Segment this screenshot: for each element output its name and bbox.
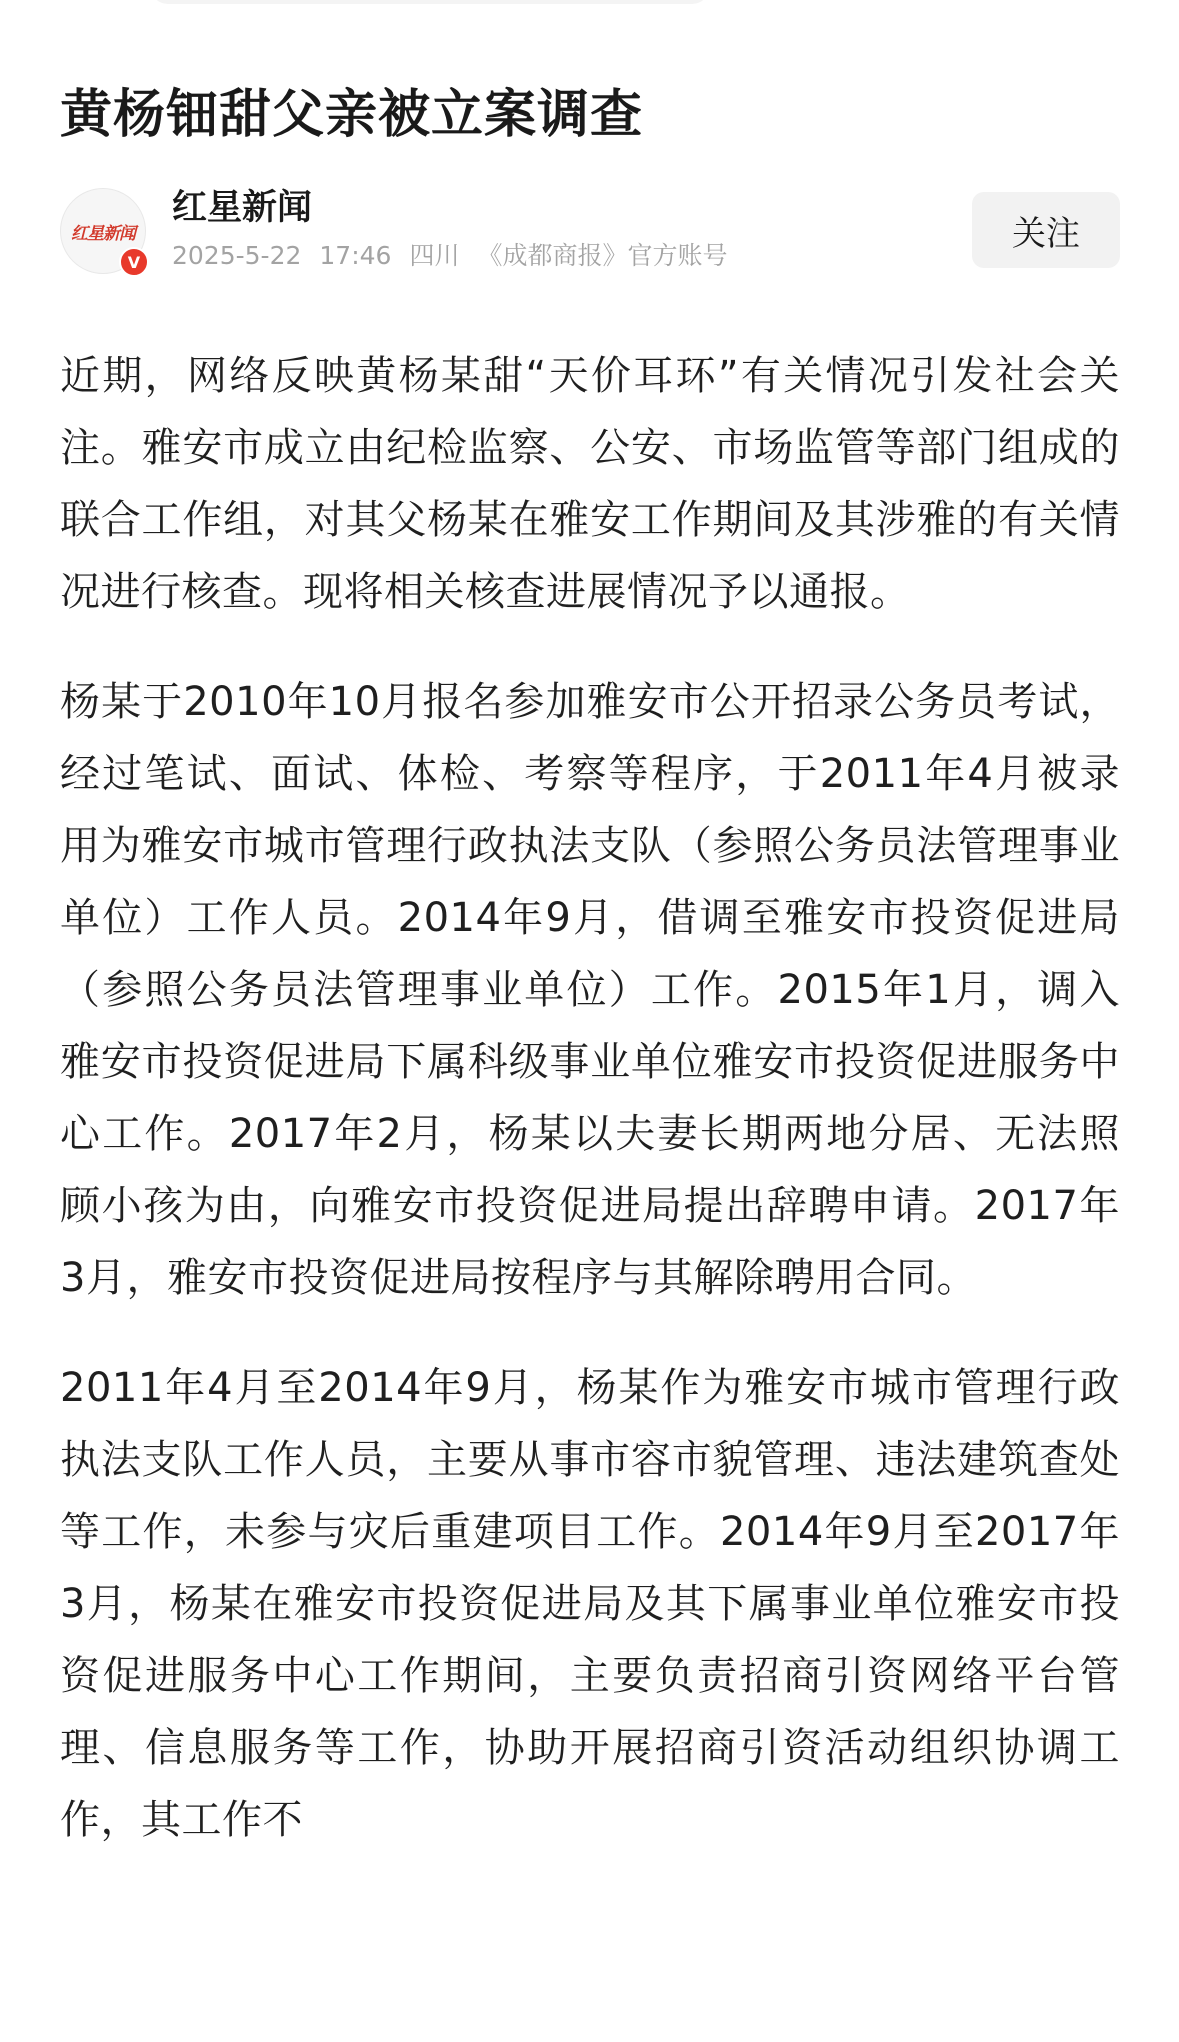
publish-date: 2025-5-22: [172, 241, 302, 270]
follow-button[interactable]: 关注: [972, 192, 1120, 268]
article-meta: [172, 240, 745, 272]
article-title: 黄杨钿甜父亲被立案调查: [60, 85, 644, 145]
publish-location: 四川: [409, 241, 460, 270]
article-paragraph: 杨某于2010年10月报名参加雅安市公开招录公务员考试，经过笔试、面试、体检、考察等程序，于2011年4月被录用为雅安市城市管理行政执法支队（参照公务员法管理事业单位）工作人员。2014年9月，借调至雅安市投资促进局（参照公务员法管理事业单位）工作。2015年1月，调入雅安市投资促进局下属科级事业单位雅安市投资促进服务中心工作。2017年2月，杨某以夫妻长期两地分居、无法照顾小孩为由，向雅安市投资促进局提出辞聘申请。2017年3月，雅安市投资促进局按程序与其解除聘用合同。: [60, 679, 1120, 1301]
avatar[interactable]: [60, 188, 146, 274]
verified-badge-icon: V: [119, 247, 149, 277]
author-name[interactable]: 红星新闻: [172, 188, 313, 228]
avatar-logo: 红星新闻: [71, 223, 135, 244]
author-row: [60, 186, 1120, 286]
publish-time: 17:46: [319, 241, 392, 270]
article-paragraph: 近期，网络反映黄杨某甜“天价耳环”有关情况引发社会关注。雅安市成立由纪检监察、公安、市场监管等部门组成的联合工作组，对其父杨某在雅安工作期间及其涉雅的有关情况进行核查。现将相关核查进展情况予以通报。: [60, 353, 1120, 615]
article-body: [60, 340, 1120, 1894]
top-search-bar-remnant: [150, 0, 710, 4]
article-paragraph: 2011年4月至2014年9月，杨某作为雅安市城市管理行政执法支队工作人员，主要从事市容市貌管理、违法建筑查处等工作，未参与灾后重建项目工作。2014年9月至2017年3月，杨某在雅安市投资促进局及其下属事业单位雅安市投资促进服务中心工作期间，主要负责招商引资网络平台管理、信息服务等工作，协助开展招商引资活动组织协调工作，其工作不: [60, 1365, 1120, 1843]
account-description: 《成都商报》官方账号: [477, 241, 728, 270]
